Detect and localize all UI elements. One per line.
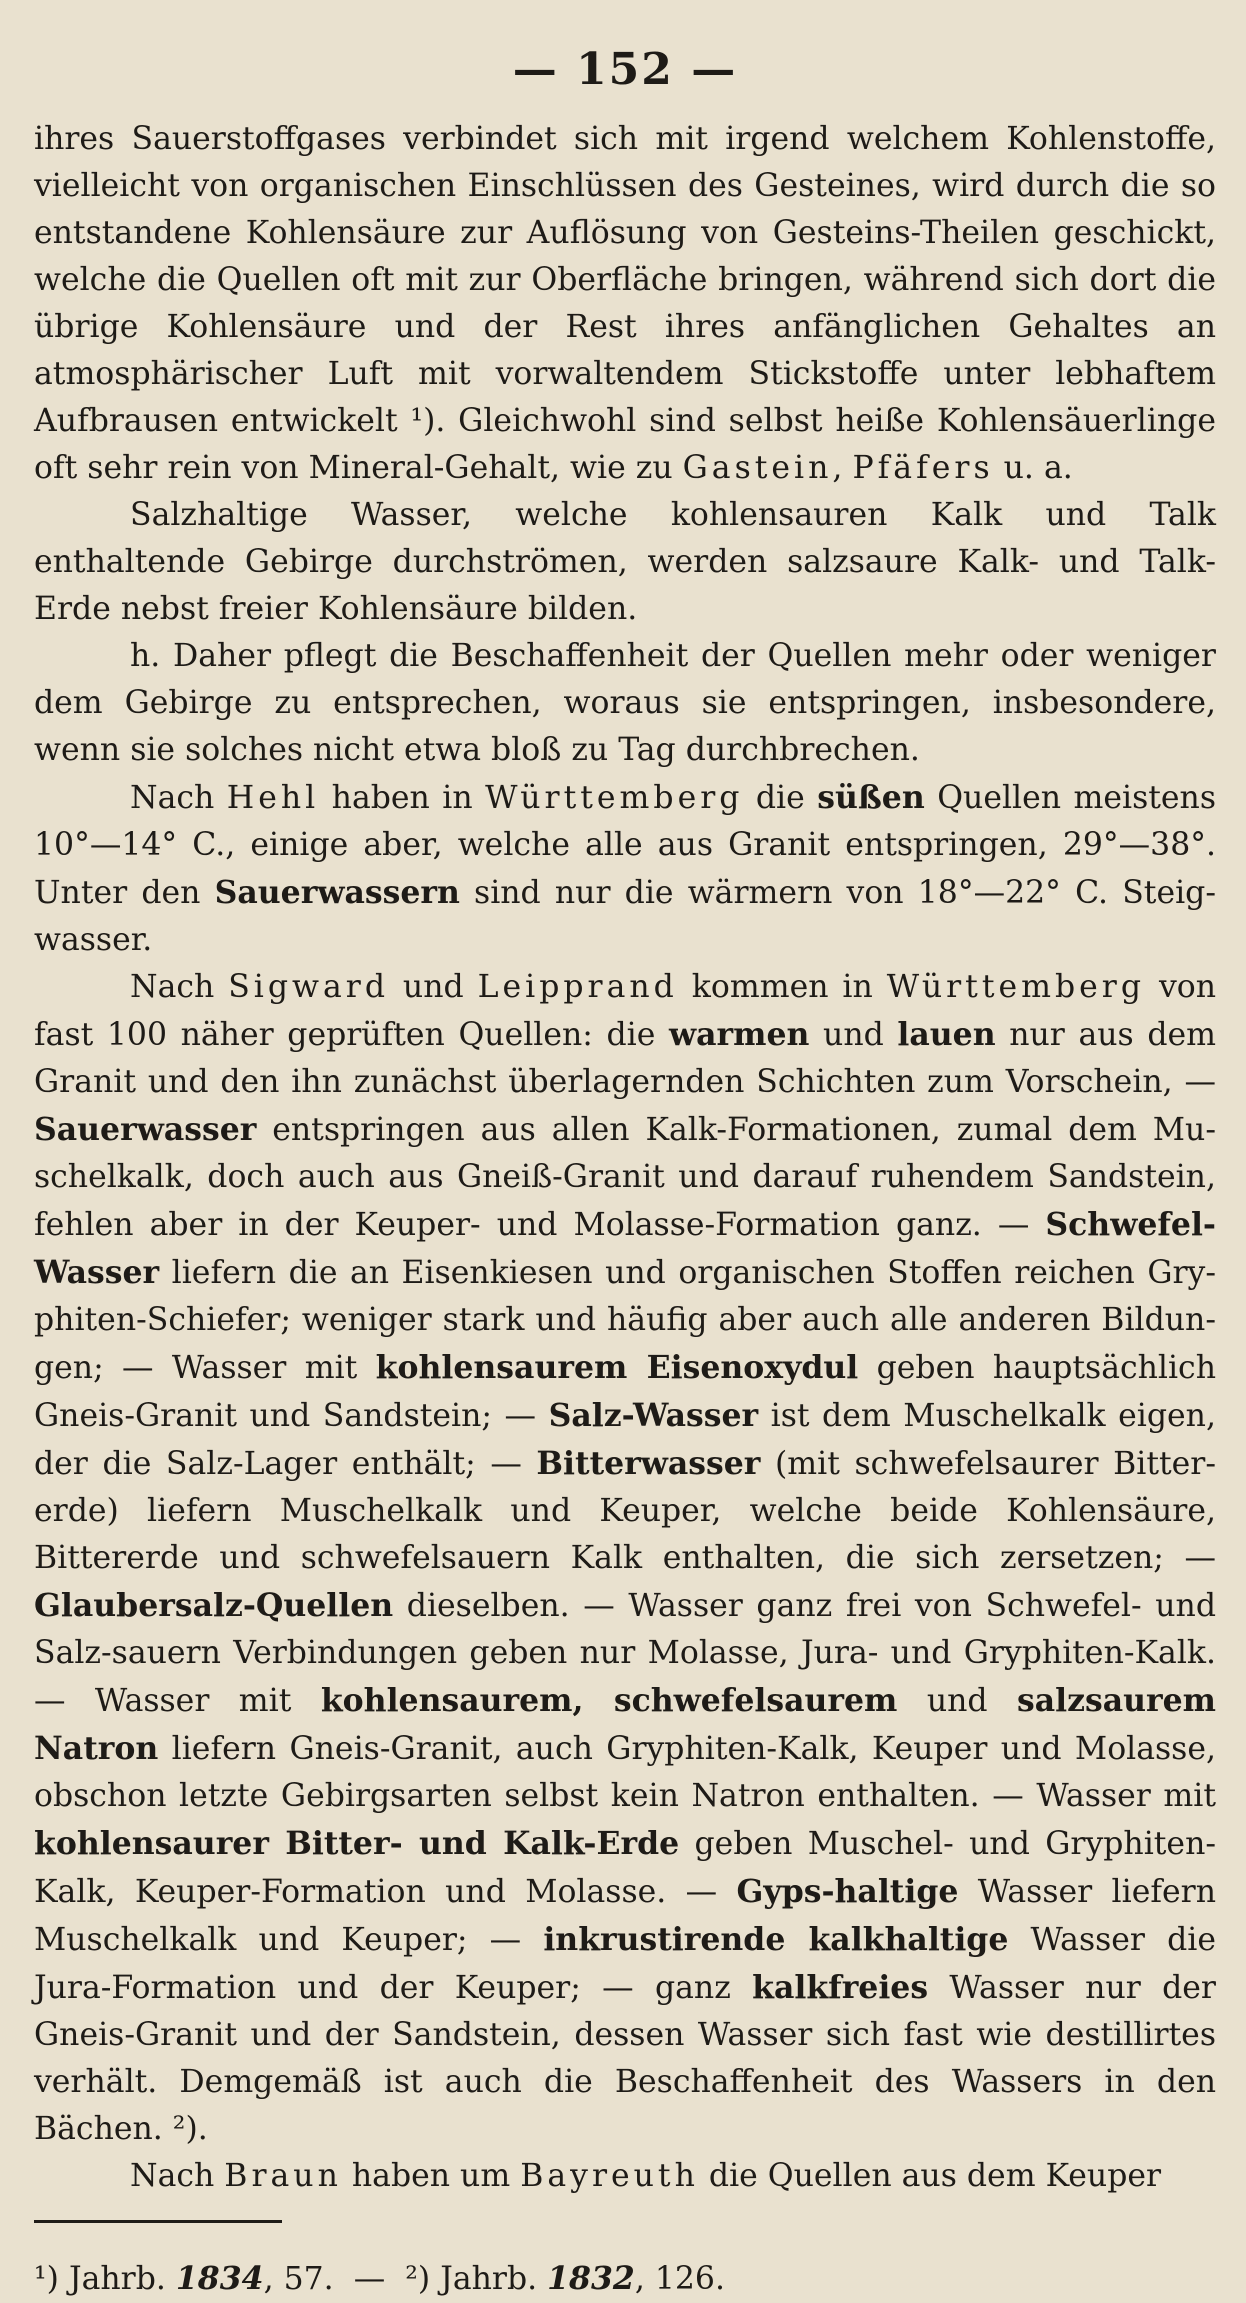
spaced-name: Pfäfers [852,450,994,486]
text-run: entspringen aus allen Kalk-Formationen, zumal dem Muschelkalk, doch auch aus Gneiß-Granit und darauf ruhendem Sandstein, fehlen aber in der Keuper- und Molasse-Formation ganz. — [34,1112,1216,1243]
footnote-1-ref: Jahrb. [68,2261,166,2297]
bold-term: süßen [817,779,925,816]
text-run: Nach [130,780,227,816]
body-text [34,116,1216,2200]
footnote-2-page: , 126. [634,2261,725,2297]
bold-term: inkrustirende kalkhaltige [543,1921,1009,1958]
spaced-name: Hehl [226,780,320,816]
text-run: ist dem Muschelkalk eigen, der die Salz-Lager enthält; — [34,1398,1216,1482]
bold-term: kohlensaurer Bitter- und Kalk-Erde [34,1825,680,1862]
footnote-2 [405,2261,725,2297]
text-run: von fast 100 näher geprüften Quellen: die [34,969,1217,1053]
bold-term: Bitterwasser [536,1445,761,1482]
text-run: kommen in [677,969,887,1005]
paragraph [34,633,1216,774]
text-run: liefern die an Eisenkiesen und organischen Stoffen reichen Gryphiten-Schiefer; weniger stark und häufig aber auch alle anderen Bildungen; — Wasser mit [34,1255,1216,1386]
footnotes [34,2255,1216,2303]
text-run: geben Muschel- und Gryphiten-Kalk, Keuper-Formation und Molasse. — [34,1826,1216,1910]
footnote-2-ref: Jahrb. [440,2261,538,2297]
spaced-name: Bayreuth [520,2158,699,2194]
paragraph [34,964,1216,2153]
footnote-rule [34,2220,282,2223]
footnote-1-year: 1834 [175,2260,264,2297]
bold-term: lauen [897,1016,996,1053]
footnote-1 [34,2261,344,2297]
paragraph [34,774,1216,964]
bold-term: kalkfreies [752,1969,929,2006]
text-run: (mit schwefelsaurer Bittererde) liefern Muschelkalk und Keuper, welche beide Kohlensäure, Bittererde und schwefelsauern Kalk enthalten, die sich zersetzen; — [34,1446,1217,1576]
text-run: ihres Sauerstoffgases verbindet sich mit irgend welchem Kohlenstoffe, vielleicht von organischen Einschlüssen des Gesteines, wird durch die so entstandene Kohlensäure zur Auflösung von Gesteins-Theilen geschickt, welche die Quellen oft mit zur Oberfläche bringen, während sich dort die übrige Kohlensäure und der Rest ihres anfänglichen Gehaltes an atmosphärischer Luft mit vorwaltendem Stickstoffe unter lebhaftem Aufbrausen entwickelt ¹). Gleichwohl sind selbst heiße Kohlensäuerlinge oft sehr rein von Mineral-Gehalt, wie zu [34,121,1216,486]
bold-term: Glaubersalz-Quellen [34,1587,394,1624]
spaced-name: Württemberg [886,969,1146,1005]
text-run: sind nur die wärmern von 18°—22° C. Steigwasser. [34,875,1217,958]
bold-term: Schwefel-Wasser [34,1206,1216,1291]
bold-term: Gyps-haltige [736,1873,959,1910]
paragraph [34,2153,1216,2200]
text-run: die [743,780,818,816]
bold-term: salzsaurem Natron [34,1682,1216,1767]
spaced-name: Württemberg [485,780,744,816]
bold-term: kohlensaurem Eisenoxydul [375,1349,859,1386]
bold-term: Sauerwassern [214,874,460,911]
text-run: u. a. [993,450,1073,486]
text-run: Salzhaltige Wasser, welche kohlensauren Kalk und Talk enthaltende Gebirge durchströmen, werden salzsaure Kalk- und Talk-Erde nebst freier Kohlensäure bilden. [34,497,1216,627]
spaced-name: Braun [224,2158,342,2194]
page-number-header: — 152 — [512,44,738,95]
footnote-1-page: , 57. [263,2261,334,2297]
text-run: die Quellen aus dem Keuper [698,2158,1162,2194]
text-run: , [832,450,853,486]
text-run: Nach [130,2158,225,2194]
text-run: haben um [341,2158,521,2194]
spaced-name: Leipprand [477,969,678,1005]
text-run: und [897,1683,1017,1719]
footnote-2-marker: ²) [405,2261,431,2297]
text-run: haben in [319,780,486,816]
footnote-separator: — [353,2261,386,2297]
spaced-name: Sigward [228,969,389,1005]
text-run: nur aus dem Granit und den ihn zunächst überlagernden Schichten zum Vorschein, — [34,1017,1217,1100]
footnote-2-year: 1832 [547,2260,635,2297]
text-run: Wasser liefern Muschelkalk und Keuper; — [34,1874,1216,1958]
text-run: und [389,969,478,1005]
text-run: Wasser nur der Gneis-Granit und der Sandstein, dessen Wasser sich fast wie destillirtes verhält. Demgemäß ist auch die Beschaffenheit des Wassers in den Bächen. ²). [34,1970,1216,2147]
paragraph [34,492,1216,633]
text-run: Quellen meistens 10°—14° C., einige aber, welche alle aus Granit entspringen, 29°—38°. Unter den [34,780,1216,911]
text-run: und [809,1017,898,1053]
bold-term: Salz-Wasser [548,1397,759,1434]
bold-term: Sauerwasser [34,1111,257,1148]
paragraph [34,116,1216,492]
text-run: geben hauptsächlich Gneis-Granit und Sandstein; — [34,1350,1216,1434]
text-run: Wasser die Jura-Formation und der Keuper; — ganz [34,1922,1217,2006]
bold-term: warmen [669,1016,810,1053]
text-run: dieselben. — Wasser ganz frei von Schwefel- und Salz-sauern Verbindungen geben nur Molasse, Jura- und Gryphiten-Kalk. — Wasser mit [34,1588,1216,1719]
text-run: Nach [130,969,229,1005]
bold-term: kohlensaurem, schwefelsaurem [320,1682,898,1719]
spaced-name: Gastein [682,450,833,486]
text-run: h. Daher pflegt die Beschaffenheit der Quellen mehr oder weniger dem Gebirge zu entsprechen, woraus sie entspringen, insbesondere, wenn sie solches nicht etwa bloß zu Tag durchbrechen. [34,638,1216,768]
text-run: liefern Gneis-Granit, auch Gryphiten-Kalk, Keuper und Molasse, obschon letzte Gebirgsarten selbst kein Natron enthalten. — Wasser mit [34,1731,1216,1814]
footnote-1-marker: ¹) [34,2261,59,2297]
